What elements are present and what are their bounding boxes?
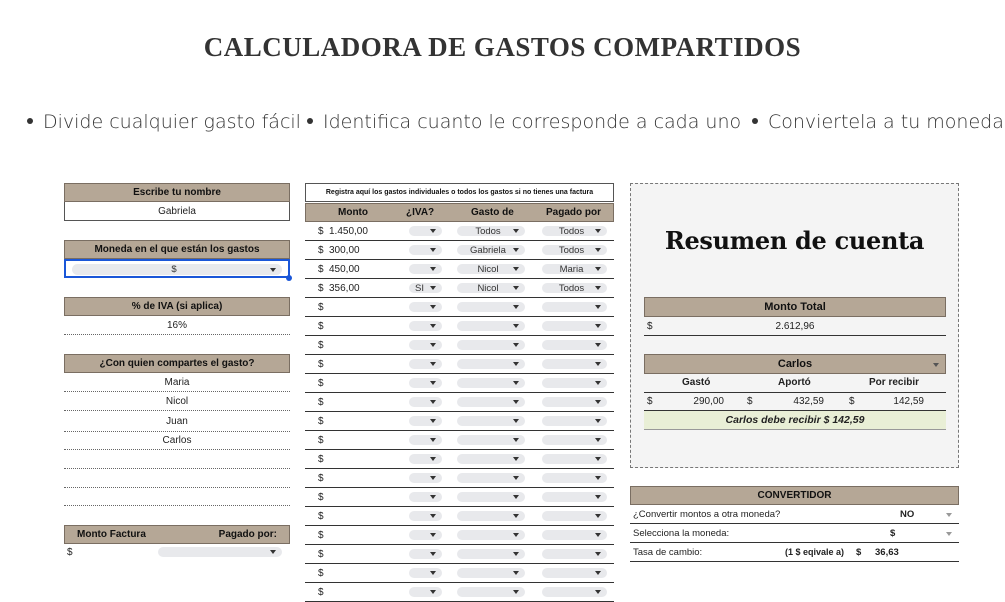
table-row	[305, 355, 614, 374]
row-currency: $	[318, 530, 324, 541]
chevron-down-icon	[430, 381, 436, 385]
iva-input[interactable]: 16%	[64, 316, 290, 335]
por-recibir-value: 142,59	[893, 396, 924, 407]
convert-row: ¿Convertir montos a otra moneda? NO	[630, 505, 959, 524]
chevron-down-icon	[595, 457, 601, 461]
table-row	[305, 374, 614, 393]
chevron-down-icon	[513, 552, 519, 556]
table-row	[305, 222, 614, 241]
chevron-down-icon	[430, 362, 436, 366]
gasto-de-select[interactable]: Nicol	[457, 264, 525, 274]
gasto-de-select[interactable]	[457, 340, 525, 350]
chevron-down-icon	[513, 248, 519, 252]
chevron-down-icon	[513, 229, 519, 233]
iva-select[interactable]	[409, 568, 442, 578]
pagado-por-select[interactable]	[542, 492, 607, 502]
chevron-down-icon	[595, 495, 601, 499]
person-1[interactable]: Maria	[64, 373, 290, 392]
chevron-down-icon	[430, 286, 436, 290]
amount-input[interactable]: 450,00	[329, 264, 360, 275]
chevron-down-icon	[430, 248, 436, 252]
amount-input[interactable]: 1.450,00	[329, 226, 368, 237]
feature-bullets	[0, 111, 1005, 137]
table-row	[305, 507, 614, 526]
pagado-por-select[interactable]	[542, 340, 607, 350]
chevron-down-icon	[430, 400, 436, 404]
share-header: ¿Con quien compartes el gasto?	[64, 354, 290, 373]
table-row	[305, 564, 614, 583]
total-header: Monto Total	[644, 297, 946, 317]
pagado-por-select[interactable]	[542, 549, 607, 559]
col-gasto-de: Gasto de	[471, 207, 514, 218]
bullet-dot-icon	[752, 118, 758, 124]
row-currency: $	[318, 340, 324, 351]
table-row	[305, 469, 614, 488]
pagado-por-select[interactable]: Todos	[542, 283, 607, 293]
chevron-down-icon[interactable]	[946, 532, 952, 536]
chevron-down-icon	[595, 343, 601, 347]
row-currency: $	[318, 492, 324, 503]
iva-select[interactable]	[409, 511, 442, 521]
chevron-down-icon	[430, 476, 436, 480]
pagado-por-select[interactable]	[542, 587, 607, 597]
chevron-down-icon	[513, 457, 519, 461]
chevron-down-icon	[430, 305, 436, 309]
chevron-down-icon	[933, 363, 939, 367]
chevron-down-icon	[513, 495, 519, 499]
pagado-por-select[interactable]: Maria	[542, 264, 607, 274]
page-title: CALCULADORA DE GASTOS COMPARTIDOS	[203, 32, 802, 62]
gasto-de-select[interactable]: Gabriela	[457, 245, 525, 255]
bullet-2: Identifica cuanto le corresponde a cada uno	[307, 111, 741, 133]
gasto-de-select[interactable]	[457, 302, 525, 312]
person-select[interactable]: Carlos	[644, 354, 946, 374]
col-iva: ¿IVA?	[406, 207, 435, 218]
chevron-down-icon	[595, 267, 601, 271]
chevron-down-icon	[513, 590, 519, 594]
row-currency: $	[318, 549, 324, 560]
pagado-por-select[interactable]	[542, 568, 607, 578]
row-currency: $	[318, 302, 324, 313]
row-currency: $	[318, 587, 324, 598]
chevron-down-icon	[595, 419, 601, 423]
iva-select[interactable]	[409, 302, 442, 312]
iva-select[interactable]	[409, 359, 442, 369]
chevron-down-icon	[430, 571, 436, 575]
currency-value: $	[171, 264, 177, 275]
pagado-por-select[interactable]	[542, 378, 607, 388]
chevron-down-icon	[430, 419, 436, 423]
row-currency: $	[318, 473, 324, 484]
chevron-down-icon	[513, 533, 519, 537]
chevron-down-icon	[595, 286, 601, 290]
expenses-banner: Registra aquí los gastos individuales o todos los gastos si no tienes una factura	[305, 183, 614, 202]
table-row	[305, 260, 614, 279]
row-currency: $	[318, 397, 324, 408]
gasto-de-select[interactable]: Nicol	[457, 283, 525, 293]
balance-row: $ 290,00 $ 432,59 $ 142,59	[644, 393, 946, 411]
aporto-value: 432,59	[793, 396, 824, 407]
table-row	[305, 431, 614, 450]
chevron-down-icon	[430, 229, 436, 233]
chevron-down-icon	[595, 571, 601, 575]
selection-handle[interactable]	[286, 275, 292, 281]
chevron-down-icon	[513, 438, 519, 442]
chevron-down-icon	[430, 533, 436, 537]
pagado-por-select[interactable]	[542, 359, 607, 369]
chevron-down-icon	[513, 267, 519, 271]
pagado-por-select[interactable]	[542, 530, 607, 540]
chevron-down-icon	[430, 457, 436, 461]
chevron-down-icon	[595, 305, 601, 309]
gasto-de-select[interactable]: Todos	[457, 226, 525, 236]
row-currency: $	[318, 245, 324, 256]
iva-select[interactable]	[409, 473, 442, 483]
chevron-down-icon	[513, 419, 519, 423]
row-currency: $	[318, 568, 324, 579]
table-row	[305, 583, 614, 602]
iva-select[interactable]	[409, 492, 442, 502]
iva-select[interactable]	[409, 340, 442, 350]
person-2[interactable]: Nicol	[64, 392, 290, 411]
chevron-down-icon	[430, 590, 436, 594]
rate-input[interactable]: 36,63	[875, 547, 899, 558]
gasto-de-select[interactable]	[457, 435, 525, 445]
chevron-down-icon	[513, 476, 519, 480]
total-value: 2.612,96	[775, 321, 815, 332]
chevron-down-icon	[595, 514, 601, 518]
currency-header: Moneda en el que están los gastos	[64, 240, 290, 259]
iva-select[interactable]	[409, 264, 442, 274]
name-header: Escribe tu nombre	[64, 183, 290, 202]
table-row	[305, 298, 614, 317]
gasto-de-select[interactable]	[457, 454, 525, 464]
chevron-down-icon	[513, 362, 519, 366]
chevron-down-icon	[513, 381, 519, 385]
chevron-down-icon	[595, 400, 601, 404]
iva-select[interactable]	[409, 549, 442, 559]
total-row: $ 2.612,96	[644, 317, 946, 336]
chevron-down-icon	[595, 248, 601, 252]
iva-select[interactable]	[409, 321, 442, 331]
summary-title: Resumen de cuenta	[664, 226, 925, 255]
gasto-de-select[interactable]	[457, 397, 525, 407]
gasto-value: 290,00	[693, 396, 724, 407]
pagado-por-select[interactable]	[542, 473, 607, 483]
iva-select[interactable]	[409, 378, 442, 388]
bullet-3: Conviertela a tu moneda	[752, 111, 1004, 133]
bullet-dot-icon	[307, 118, 313, 124]
chevron-down-icon	[595, 324, 601, 328]
target-currency-select[interactable]: $	[890, 528, 896, 539]
person-4[interactable]: Carlos	[64, 432, 290, 450]
iva-select[interactable]	[409, 397, 442, 407]
row-currency: $	[318, 264, 324, 275]
row-currency: $	[318, 435, 324, 446]
chevron-down-icon	[595, 590, 601, 594]
person-5[interactable]	[64, 450, 290, 469]
table-row	[305, 412, 614, 431]
iva-select[interactable]	[409, 245, 442, 255]
table-row	[305, 393, 614, 412]
chevron-down-icon[interactable]	[946, 513, 952, 517]
pagado-por-select[interactable]: Todos	[542, 245, 607, 255]
iva-select[interactable]	[409, 416, 442, 426]
pagado-por-select[interactable]	[542, 302, 607, 312]
gasto-de-select[interactable]	[457, 511, 525, 521]
person-7[interactable]	[64, 488, 290, 506]
gasto-de-select[interactable]	[457, 587, 525, 597]
pagado-por-select[interactable]	[542, 416, 607, 426]
table-row	[305, 488, 614, 507]
table-row	[305, 279, 614, 298]
gasto-de-select[interactable]	[457, 473, 525, 483]
chevron-down-icon	[513, 324, 519, 328]
amount-input[interactable]: 300,00	[329, 245, 360, 256]
table-row	[305, 241, 614, 260]
iva-select[interactable]: SI	[409, 283, 442, 293]
chevron-down-icon	[595, 381, 601, 385]
chevron-down-icon	[595, 476, 601, 480]
balance-message: Carlos debe recibir $ 142,59	[644, 411, 946, 430]
gasto-de-select[interactable]	[457, 549, 525, 559]
gasto-de-select[interactable]	[457, 321, 525, 331]
expenses-columns	[305, 203, 614, 222]
chevron-down-icon	[513, 286, 519, 290]
row-currency: $	[318, 416, 324, 427]
convert-select[interactable]: NO	[900, 509, 915, 520]
pagado-por-select[interactable]	[542, 321, 607, 331]
row-currency: $	[318, 283, 324, 294]
chevron-down-icon	[513, 514, 519, 518]
gasto-de-select[interactable]	[457, 416, 525, 426]
chevron-down-icon	[595, 229, 601, 233]
invoice-currency: $	[67, 547, 73, 558]
chevron-down-icon	[430, 552, 436, 556]
invoice-header: Monto Factura Pagado por:	[64, 525, 290, 544]
chevron-down-icon	[430, 343, 436, 347]
converter-header: CONVERTIDOR	[630, 486, 959, 505]
iva-header: % de IVA (si aplica)	[64, 297, 290, 316]
row-currency: $	[318, 226, 324, 237]
chevron-down-icon	[595, 552, 601, 556]
iva-select[interactable]	[409, 587, 442, 597]
row-currency: $	[318, 321, 324, 332]
person-3[interactable]: Juan	[64, 411, 290, 432]
row-currency: $	[318, 378, 324, 389]
chevron-down-icon	[595, 533, 601, 537]
chevron-down-icon	[430, 267, 436, 271]
iva-select[interactable]	[409, 435, 442, 445]
table-row	[305, 336, 614, 355]
chevron-down-icon	[430, 324, 436, 328]
iva-select[interactable]	[409, 454, 442, 464]
rate-row: Tasa de cambio: (1 $ eqivale a) $ 36,63	[630, 543, 959, 562]
chevron-down-icon	[513, 571, 519, 575]
pagado-por-select[interactable]	[542, 397, 607, 407]
pagado-por-select[interactable]	[542, 454, 607, 464]
iva-select[interactable]	[409, 530, 442, 540]
currency-select[interactable]	[64, 259, 290, 278]
gasto-de-select[interactable]	[457, 492, 525, 502]
pagado-por-select[interactable]	[542, 511, 607, 521]
chevron-down-icon	[270, 550, 276, 554]
gasto-de-select[interactable]	[457, 378, 525, 388]
table-row	[305, 545, 614, 564]
row-currency: $	[318, 511, 324, 522]
row-currency: $	[318, 454, 324, 465]
col-pagado-por: Pagado por	[546, 207, 602, 218]
table-row	[305, 450, 614, 469]
chevron-down-icon	[595, 438, 601, 442]
table-row	[305, 317, 614, 336]
bullet-1: Divide cualquier gasto fácil	[27, 111, 301, 133]
person-6[interactable]	[64, 469, 290, 488]
chevron-down-icon	[513, 343, 519, 347]
pagado-por-select[interactable]	[542, 435, 607, 445]
gasto-de-select[interactable]	[457, 530, 525, 540]
chevron-down-icon	[430, 514, 436, 518]
currency-row: Selecciona la moneda: $	[630, 524, 959, 543]
chevron-down-icon	[513, 400, 519, 404]
row-currency: $	[318, 359, 324, 370]
table-row	[305, 526, 614, 545]
chevron-down-icon	[595, 362, 601, 366]
summary-panel	[630, 183, 959, 468]
col-monto: Monto	[338, 207, 368, 218]
chevron-down-icon	[430, 438, 436, 442]
invoice-paid-by-select[interactable]	[158, 547, 282, 557]
invoice-row	[64, 544, 290, 563]
gasto-de-select[interactable]	[457, 359, 525, 369]
chevron-down-icon	[513, 305, 519, 309]
name-input[interactable]: Gabriela	[64, 202, 290, 221]
chevron-down-icon	[270, 268, 276, 272]
iva-select[interactable]	[409, 226, 442, 236]
amount-input[interactable]: 356,00	[329, 283, 360, 294]
chevron-down-icon	[430, 495, 436, 499]
gasto-de-select[interactable]	[457, 568, 525, 578]
pagado-por-select[interactable]: Todos	[542, 226, 607, 236]
balance-header: Gastó Aportó Por recibir	[644, 374, 946, 393]
bullet-dot-icon	[27, 118, 33, 124]
